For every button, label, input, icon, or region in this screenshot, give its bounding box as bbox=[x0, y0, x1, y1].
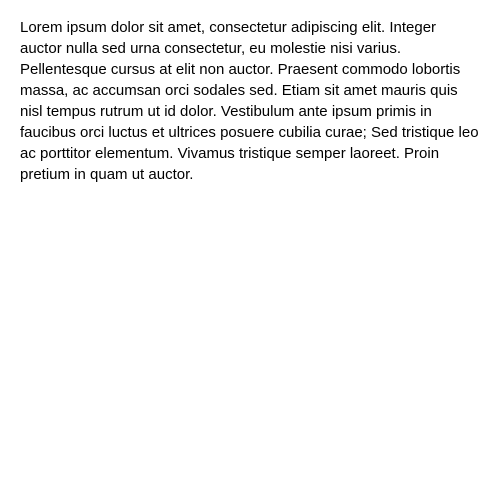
body-paragraph: Lorem ipsum dolor sit amet, consectetur adipiscing elit. Integer auctor nulla sed urna consectetur, eu molestie nisi varius. Pellentesque cursus at elit non auctor. Praesent commodo lobortis massa, ac accumsan orci sodales sed. Etiam sit amet mauris quis nisl tempus rutrum ut id dolor. Vestibulum ante ipsum primis in faucibus orci luctus et ultrices posuere cubilia curae; Sed tristique leo ac porttitor elementum. Vivamus tristique semper laoreet. Proin pretium in quam ut auctor. bbox=[20, 19, 479, 183]
